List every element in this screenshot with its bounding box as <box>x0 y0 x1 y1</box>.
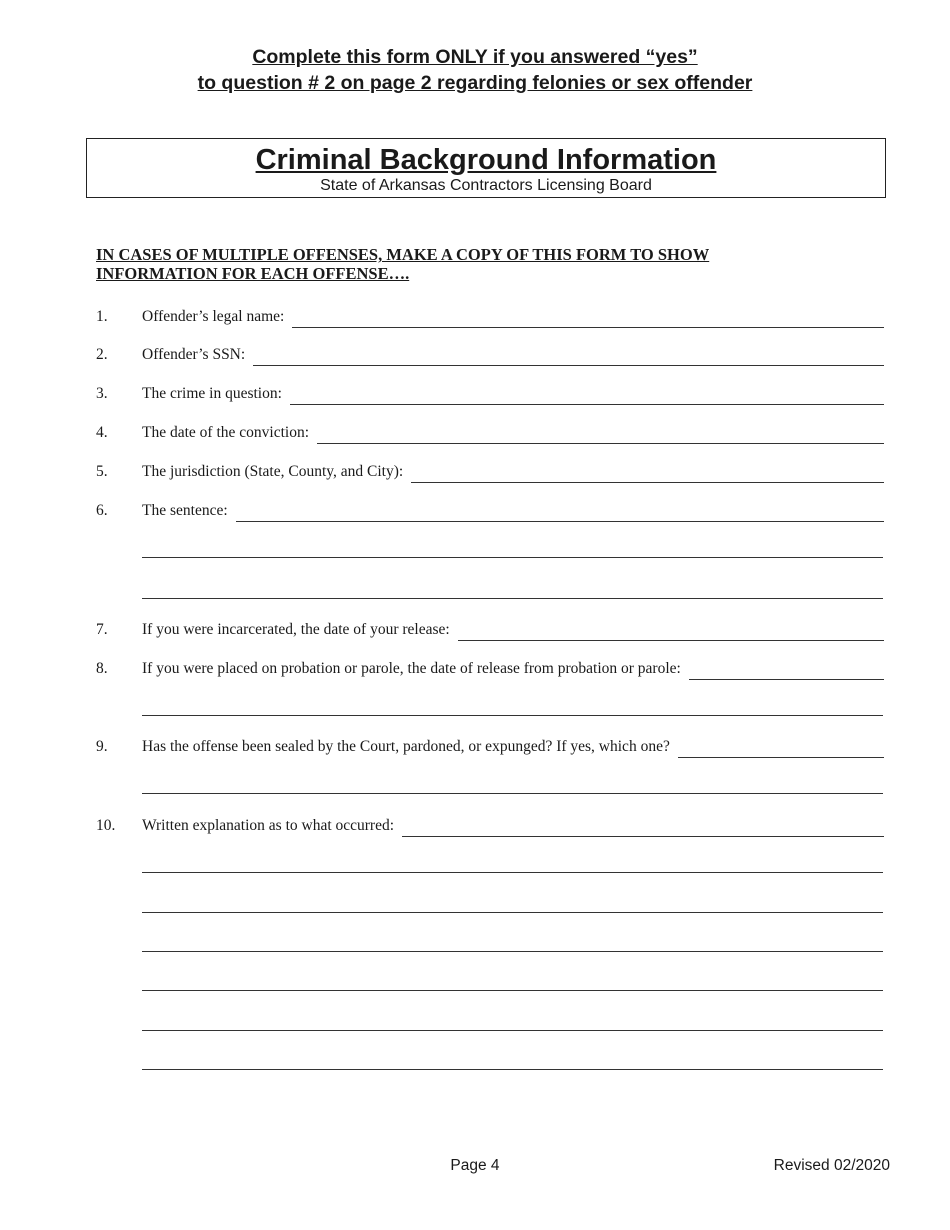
question-label: The date of the conviction: <box>142 424 309 441</box>
question-3 <box>96 383 884 405</box>
multiple-offenses-instruction <box>96 245 876 283</box>
question-label: The crime in question: <box>142 385 282 402</box>
question-8 <box>96 658 884 680</box>
sentence-continuation-line[interactable] <box>142 557 883 558</box>
sealed-pardoned-field[interactable] <box>678 740 884 758</box>
probation-release-date-field[interactable] <box>689 662 884 680</box>
question-1 <box>96 306 884 328</box>
question-label: Offender’s SSN: <box>142 346 246 363</box>
question-7 <box>96 619 884 641</box>
explanation-continuation-line[interactable] <box>142 912 883 913</box>
question-number: 4. <box>96 424 108 441</box>
question-number: 3. <box>96 385 108 402</box>
ssn-field[interactable] <box>253 348 884 366</box>
question-label: Has the offense been sealed by the Court, pardoned, or expunged? If yes, which one? <box>142 738 670 755</box>
question-number: 7. <box>96 621 108 638</box>
question-number: 2. <box>96 346 108 363</box>
question-2 <box>96 344 884 366</box>
form-notice <box>0 44 950 96</box>
question-label: Written explanation as to what occurred: <box>142 817 395 834</box>
explanation-continuation-line[interactable] <box>142 990 883 991</box>
question-number: 5. <box>96 463 108 480</box>
release-date-field[interactable] <box>458 623 884 641</box>
notice-line-1: Complete this form ONLY if you answered “yes” <box>252 46 698 68</box>
explanation-continuation-line[interactable] <box>142 1030 883 1031</box>
instruction-line-1: IN CASES OF MULTIPLE OFFENSES, MAKE A COPY OF THIS FORM TO SHOW <box>96 245 710 264</box>
sentence-continuation-line[interactable] <box>142 598 883 599</box>
page-number: Page 4 <box>450 1157 500 1174</box>
question-number: 1. <box>96 308 108 325</box>
legal-name-field[interactable] <box>292 310 884 328</box>
question-label: If you were placed on probation or parole, the date of release from probation or parole: <box>142 660 681 677</box>
explanation-continuation-line[interactable] <box>142 951 883 952</box>
question-label: If you were incarcerated, the date of your release: <box>142 621 450 638</box>
conviction-date-field[interactable] <box>317 426 884 444</box>
explanation-continuation-line[interactable] <box>142 1069 883 1070</box>
question-label: The jurisdiction (State, County, and City): <box>142 463 404 480</box>
jurisdiction-field[interactable] <box>411 465 884 483</box>
form-subtitle: State of Arkansas Contractors Licensing Board <box>320 177 652 194</box>
question-5 <box>96 461 884 483</box>
revision-date: Revised 02/2020 <box>773 1157 890 1174</box>
question-6 <box>96 500 884 522</box>
sealed-continuation-line[interactable] <box>142 793 883 794</box>
crime-field[interactable] <box>290 387 884 405</box>
explanation-continuation-line[interactable] <box>142 872 883 873</box>
question-10 <box>96 815 884 837</box>
question-4 <box>96 422 884 444</box>
instruction-line-2: INFORMATION FOR EACH OFFENSE…. <box>96 264 410 283</box>
form-title: Criminal Background Information <box>255 144 717 176</box>
title-box <box>86 138 886 198</box>
explanation-field[interactable] <box>402 819 884 837</box>
question-9 <box>96 736 884 758</box>
probation-continuation-line[interactable] <box>142 715 883 716</box>
question-number: 10. <box>96 817 116 834</box>
question-label: The sentence: <box>142 502 228 519</box>
question-number: 9. <box>96 738 108 755</box>
question-label: Offender’s legal name: <box>142 308 285 325</box>
question-number: 8. <box>96 660 108 677</box>
question-number: 6. <box>96 502 108 519</box>
notice-line-2: to question # 2 on page 2 regarding felonies or sex offender <box>197 72 753 94</box>
sentence-field[interactable] <box>236 504 884 522</box>
